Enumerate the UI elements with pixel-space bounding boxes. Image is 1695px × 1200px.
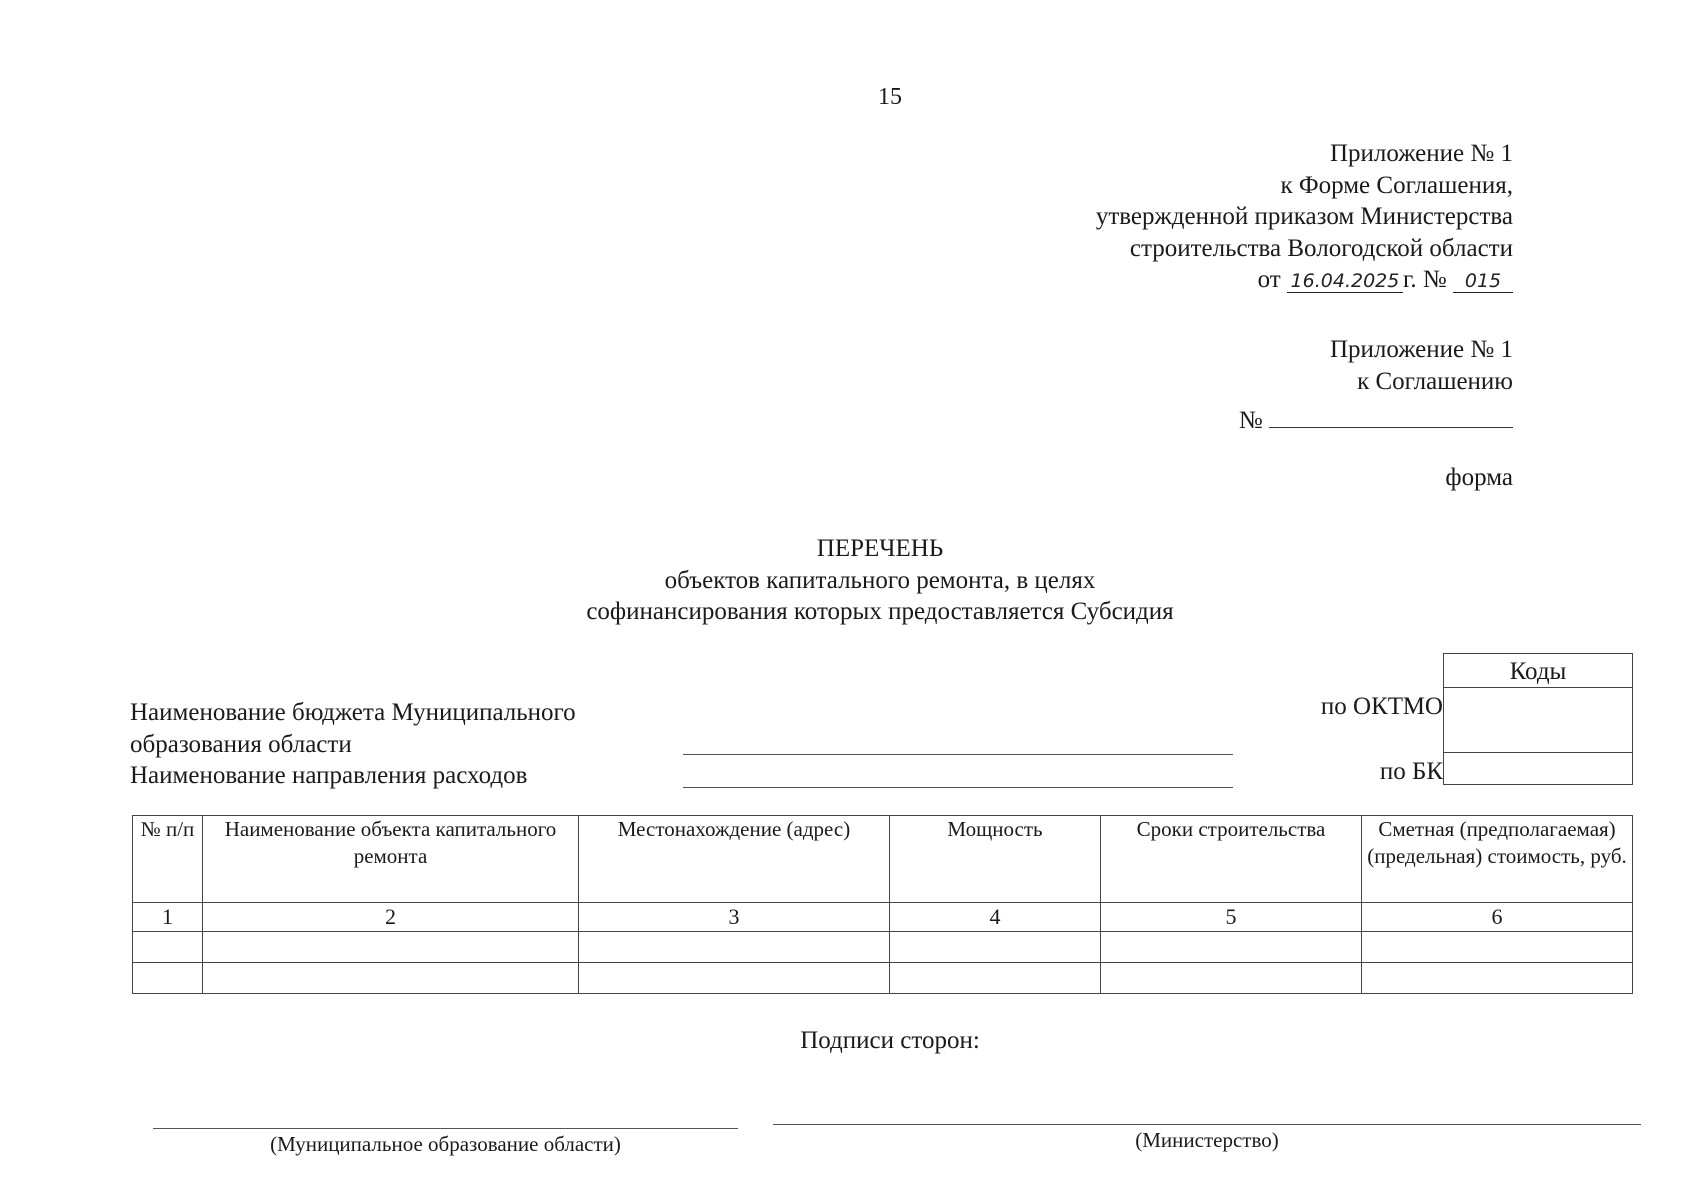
document-heading: ПЕРЕЧЕНЬ <box>816 535 944 562</box>
document-title-block <box>430 533 1330 628</box>
table-cell[interactable] <box>890 963 1101 994</box>
date-prefix: от <box>1257 266 1281 293</box>
budget-name-line-1: Наименование бюджета Муниципального <box>130 699 576 726</box>
table-column-number-row <box>133 903 1633 932</box>
agreement-number-blank[interactable] <box>1269 405 1513 428</box>
appendix-agreement-line-1: Приложение № 1 <box>1329 336 1513 363</box>
table-cell[interactable] <box>133 932 203 963</box>
municipality-signature-line[interactable] <box>153 1128 738 1129</box>
municipality-signature-caption: (Муниципальное образование области) <box>270 1132 621 1156</box>
table-cell[interactable] <box>579 963 890 994</box>
page-number: 15 <box>878 84 902 110</box>
handwritten-date: 16.04.2025 <box>1287 270 1403 293</box>
document-subtitle-line-2: софинансирования которых предоставляется Субсидия <box>586 598 1174 625</box>
table-cell[interactable] <box>1362 963 1633 994</box>
ministry-signature-caption: (Министерство) <box>1135 1128 1279 1152</box>
appendix-form-line-2: к Форме Соглашения, <box>1280 171 1513 199</box>
capital-repair-objects-table <box>132 815 1633 994</box>
document-subtitle-line-1: объектов капитального ремонта, в целях <box>664 566 1096 594</box>
header-cell-number: № п/п <box>133 816 203 903</box>
table-row <box>133 963 1633 994</box>
header-cell-construction-period: Сроки строительства <box>1101 816 1362 903</box>
table-cell[interactable] <box>133 963 203 994</box>
bk-label: по БК <box>1379 758 1443 785</box>
ministry-signature-line[interactable] <box>773 1124 1641 1125</box>
header-cell-location: Местонахождение (адрес) <box>579 816 890 903</box>
appendix-form-date-line <box>1096 264 1513 296</box>
column-number-5: 5 <box>1101 903 1362 932</box>
budget-name-label <box>130 697 576 792</box>
column-number-3: 3 <box>579 903 890 932</box>
expense-direction-input-line[interactable] <box>683 787 1233 788</box>
appendix-form-block <box>1096 138 1513 296</box>
handwritten-order-number: 015 <box>1453 270 1513 293</box>
table-cell[interactable] <box>1101 963 1362 994</box>
table-cell[interactable] <box>1101 932 1362 963</box>
header-cell-capacity: Мощность <box>890 816 1101 903</box>
table-cell[interactable] <box>1362 932 1633 963</box>
oktmo-label: по ОКТМО <box>1320 693 1443 720</box>
codes-box <box>1443 653 1633 785</box>
table-row <box>133 932 1633 963</box>
table-cell[interactable] <box>890 932 1101 963</box>
appendix-form-line-3: утвержденной приказом Министерства <box>1095 203 1513 230</box>
signatures-title: Подписи сторон: <box>800 1027 980 1054</box>
appendix-form-line-1: Приложение № 1 <box>1329 140 1513 167</box>
codes-header: Коды <box>1444 654 1632 688</box>
column-number-6: 6 <box>1362 903 1633 932</box>
budget-name-input-line[interactable] <box>683 754 1233 755</box>
header-cell-object-name: Наименование объекта капитального ремонта <box>203 816 579 903</box>
agreement-number-prefix: № <box>1238 407 1263 434</box>
appendix-agreement-number-line <box>1239 405 1513 437</box>
year-number-label: г. № <box>1402 266 1447 293</box>
table-header-row <box>133 816 1633 903</box>
expense-direction-label: Наименование направления расходов <box>130 762 528 789</box>
table-cell[interactable] <box>203 963 579 994</box>
bk-code-cell[interactable] <box>1444 753 1632 785</box>
budget-name-line-2: образования области <box>130 730 352 758</box>
column-number-4: 4 <box>890 903 1101 932</box>
table-cell[interactable] <box>579 932 890 963</box>
column-number-2: 2 <box>203 903 579 932</box>
appendix-agreement-line-2: к Соглашению <box>1357 367 1513 395</box>
header-cell-estimated-cost: Сметная (предполагаемая) (предельная) стоимость, руб. <box>1362 816 1633 903</box>
form-label: форма <box>1445 464 1513 491</box>
appendix-form-line-4: строительства Вологодской области <box>1129 234 1513 262</box>
column-number-1: 1 <box>133 903 203 932</box>
table-cell[interactable] <box>203 932 579 963</box>
appendix-agreement-block <box>1239 334 1513 437</box>
oktmo-code-cell[interactable] <box>1444 688 1632 753</box>
